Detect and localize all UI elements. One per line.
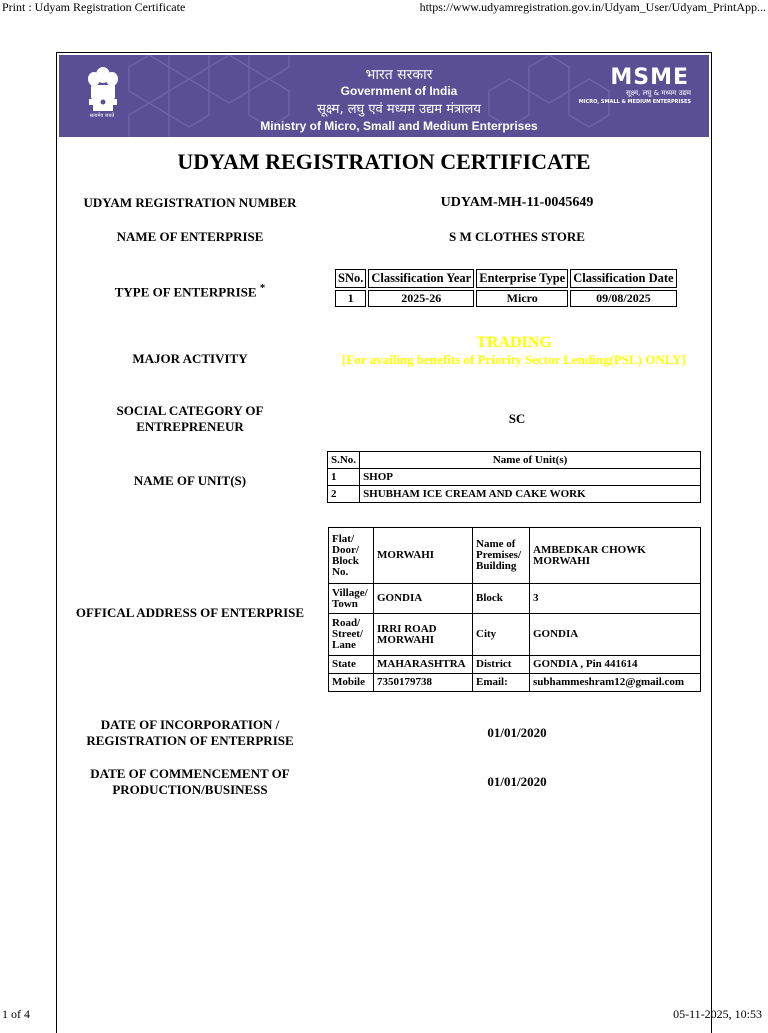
social-category-label: SOCIAL CATEGORY OF ENTREPRENEUR (116, 403, 264, 434)
village-label: Village/ Town (329, 584, 374, 614)
table-header: Name of Unit(s) (360, 452, 701, 469)
email-value: subhammeshram12@gmail.com (530, 674, 701, 692)
table-header: S.No. (328, 452, 360, 469)
table-row (329, 656, 701, 674)
table-cell: 1 (335, 290, 366, 307)
msme-logo-english: MICRO, SMALL & MEDIUM ENTERPRISES (578, 99, 691, 105)
city-value: GONDIA (530, 614, 701, 656)
table-header: Classification Year (368, 269, 474, 288)
premises-label: Name of Premises/ Building (473, 528, 530, 584)
city-label: City (473, 614, 530, 656)
mobile-value: 7350179738 (374, 674, 473, 692)
emblem-motto: सत्यमेव जयते (89, 113, 115, 119)
flat-value: MORWAHI (374, 528, 473, 584)
reg-number-label: UDYAM REGISTRATION NUMBER (83, 195, 297, 210)
table-header-row (328, 452, 701, 469)
certificate (56, 52, 712, 1033)
incorporation-date: 01/01/2020 (487, 725, 547, 740)
units-label: NAME OF UNIT(S) (133, 473, 247, 488)
table-row (329, 528, 701, 584)
table-header: Enterprise Type (476, 269, 568, 288)
village-value: GONDIA (374, 584, 473, 614)
msme-logo-hindi: सूक्ष्म, लघु & मध्यम उद्यम (626, 89, 691, 97)
reg-number-value: UDYAM-MH-11-0045649 (440, 195, 594, 210)
mobile-label: Mobile (329, 674, 374, 692)
premises-value: AMBEDKAR CHOWK MORWAHI (530, 528, 701, 584)
state-label: State (329, 656, 374, 674)
enterprise-name-value: S M CLOTHES STORE (449, 229, 585, 244)
enterprise-type-label: TYPE OF ENTERPRISE * (114, 282, 266, 300)
table-row (329, 674, 701, 692)
msme-logo: MSME (610, 65, 689, 90)
enterprise-name-label: NAME OF ENTERPRISE (116, 229, 264, 244)
print-url[interactable]: https://www.udyamregistration.gov.in/Udyam_User/Udyam_PrintApp... (419, 0, 766, 14)
road-label: Road/ Street/ Lane (329, 614, 374, 656)
major-activity-value: TRADING (476, 334, 552, 351)
table-cell: 2025-26 (368, 290, 474, 307)
table-row (328, 469, 701, 486)
address-label: OFFICAL ADDRESS OF ENTERPRISE (75, 605, 305, 620)
block-label: Block (473, 584, 530, 614)
table-row (328, 486, 701, 503)
table-cell: 2 (328, 486, 360, 503)
print-header (0, 0, 768, 16)
government-banner (59, 55, 709, 137)
social-category-value: SC (508, 411, 526, 426)
block-value: 3 (530, 584, 701, 614)
print-footer (0, 1008, 768, 1024)
english-ministry: Ministry of Micro, Small and Medium Enterprises (260, 119, 538, 133)
commencement-label: DATE OF COMMENCEMENT OF PRODUCTION/BUSINESS (90, 766, 290, 797)
table-cell: 1 (328, 469, 360, 486)
units-table (327, 451, 701, 503)
table-cell: Micro (476, 290, 568, 307)
table-cell: 09/08/2025 (570, 290, 676, 307)
commencement-date: 01/01/2020 (487, 774, 547, 789)
incorporation-label: DATE OF INCORPORATION / REGISTRATION OF ENTERPRISE (86, 717, 294, 748)
english-government: Government of India (340, 84, 458, 98)
major-activity-note: [For availing benefits of Priority Sector Lending(PSL) ONLY] (342, 352, 686, 367)
required-asterisk: * (259, 282, 266, 294)
hindi-government: भारत सरकार (365, 67, 433, 83)
state-value: MAHARASHTRA (374, 656, 473, 674)
page-count: 1 of 4 (2, 1007, 30, 1021)
table-row (329, 614, 701, 656)
road-value: IRRI ROAD MORWAHI (374, 614, 473, 656)
enterprise-type-table (333, 267, 679, 309)
print-page-title: Print : Udyam Registration Certificate (2, 0, 186, 14)
table-row (329, 584, 701, 614)
table-header: Classification Date (570, 269, 676, 288)
district-label: District (473, 656, 530, 674)
district-value: GONDIA , Pin 441614 (530, 656, 701, 674)
table-cell: SHOP (360, 469, 701, 486)
table-cell: SHUBHAM ICE CREAM AND CAKE WORK (360, 486, 701, 503)
flat-label: Flat/ Door/ Block No. (329, 528, 374, 584)
print-datetime: 05-11-2025, 10:53 (673, 1007, 762, 1021)
table-row (335, 290, 677, 307)
address-table (328, 527, 701, 692)
email-label: Email: (473, 674, 530, 692)
table-header-row (335, 269, 677, 288)
table-header: SNo. (335, 269, 366, 288)
hindi-ministry: सूक्ष्म, लघु एवं मध्यम उद्यम मंत्रालय (317, 102, 481, 117)
certificate-title: UDYAM REGISTRATION CERTIFICATE (177, 149, 591, 174)
major-activity-label: MAJOR ACTIVITY (132, 351, 248, 366)
